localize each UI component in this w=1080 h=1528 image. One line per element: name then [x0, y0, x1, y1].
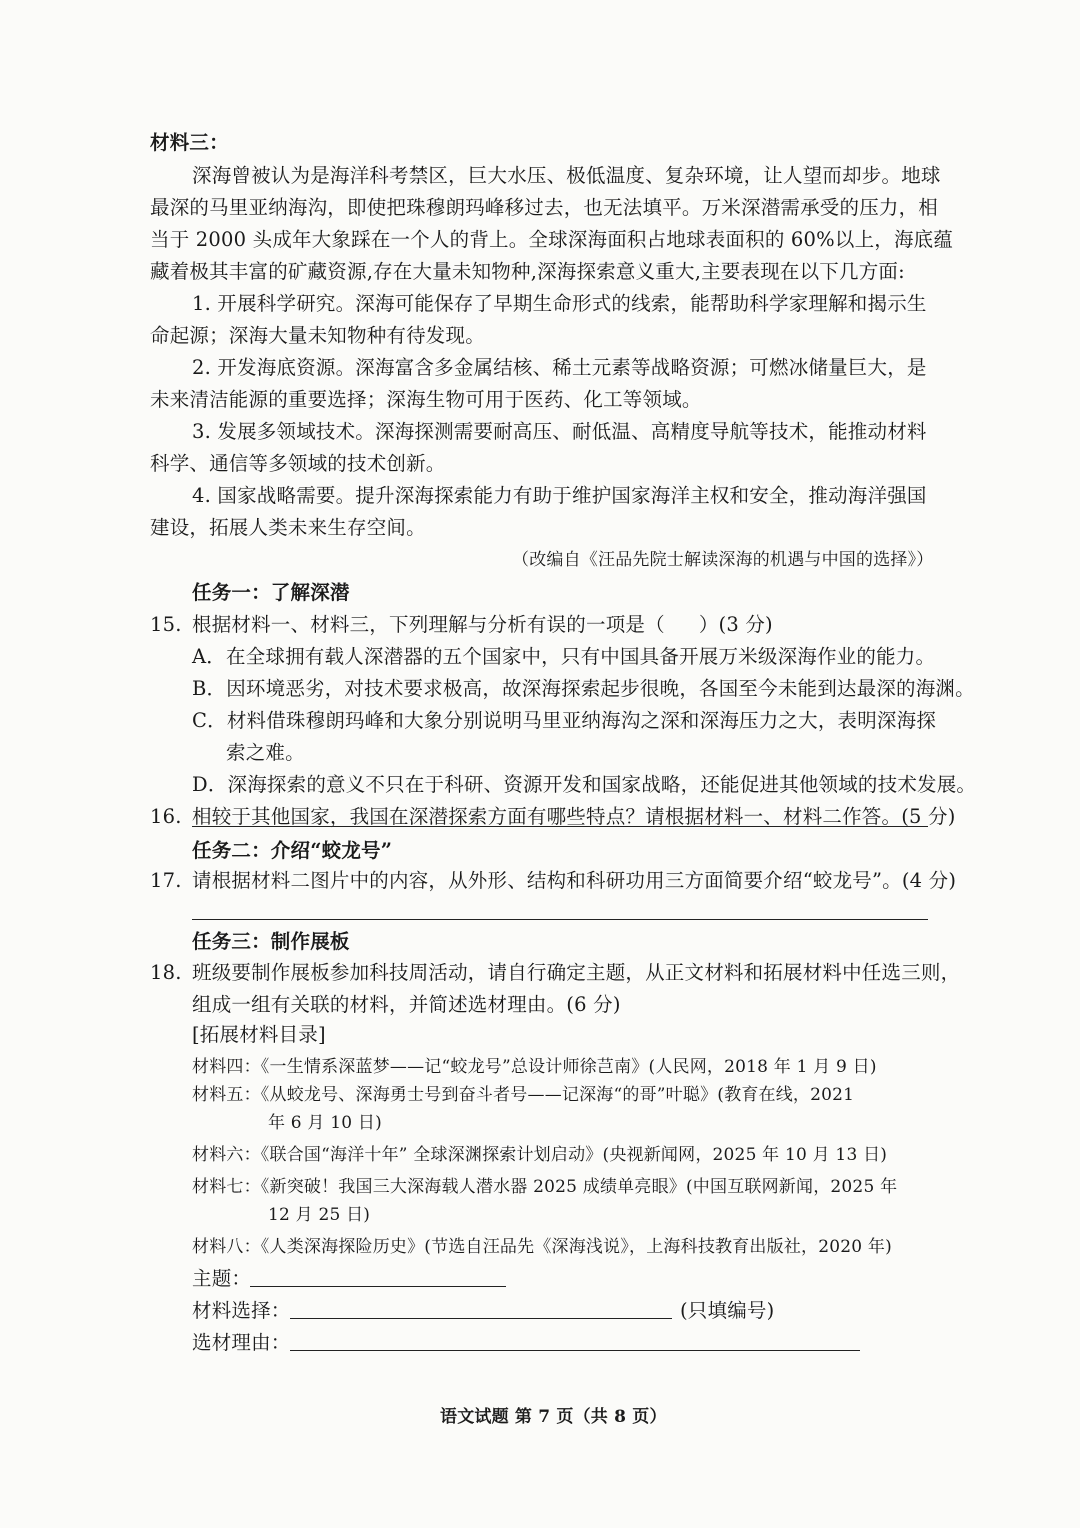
- q16-answer-line[interactable]: [192, 826, 928, 827]
- q17-number: 17.: [150, 869, 182, 892]
- q15-stem: [192, 610, 773, 640]
- q18-line: 班级要制作展板参加科技周活动，请自行确定主题，从正文材料和拓展材料中任选三则，: [192, 961, 961, 984]
- material3-line: 当于 2000 头成年大象踩在一个人的背上。全球深海面积占地球表面积的 60%以上，海底蕴: [150, 228, 954, 251]
- q15-number: 15.: [150, 613, 182, 636]
- q15-stem-text: 根据材料一、材料三，下列理解与分析有误的一项是（: [192, 613, 665, 636]
- reason-answer-line[interactable]: [290, 1350, 860, 1351]
- q15-option-d: D．深海探索的意义不只在于科研、资源开发和国家战略，还能促进其他领域的技术发展。: [192, 773, 977, 796]
- catalog-item-material4: 材料四：《一生情系深蓝梦——记“蛟龙号”总设计师徐芑南》(人民网，2018 年 1 月 9 日): [192, 1057, 877, 1077]
- material3-line: 2. 开发海底资源。深海富含多金属结核、稀土元素等战略资源；可燃冰储量巨大，是: [192, 356, 927, 379]
- material3-line: 命起源；深海大量未知物种有待发现。: [150, 324, 485, 347]
- q15-option-c: C．材料借珠穆朗玛峰和大象分别说明马里亚纳海沟之深和深海压力之大，表明深海探: [192, 709, 937, 732]
- theme-label: 主题：: [192, 1267, 252, 1290]
- material3-line: 1. 开展科学研究。深海可能保存了早期生命形式的线索，能帮助科学家理解和揭示生: [192, 292, 927, 315]
- catalog-item-material7: 材料七：《新突破！我国三大深海载人潜水器 2025 成绩单亮眼》(中国互联网新闻，2025 年: [192, 1177, 898, 1197]
- q18-catalog-heading: [拓展材料目录]: [192, 1023, 326, 1046]
- material-select-label: 材料选择：: [192, 1299, 291, 1322]
- material3-line: 深海曾被认为是海洋科考禁区，巨大水压、极低温度、复杂环境，让人望而却步。地球: [192, 164, 941, 187]
- material3-heading: 材料三：: [150, 131, 229, 154]
- material3-line: 3. 发展多领域技术。深海探测需要耐高压、耐低温、高精度导航等技术，能推动材料: [192, 420, 927, 443]
- catalog-item-material5-cont: 年 6 月 10 日): [268, 1113, 382, 1133]
- material-select-answer-line[interactable]: [290, 1318, 672, 1319]
- page-footer: 语文试题 第 7 页（共 8 页）: [440, 1407, 667, 1427]
- material3-line: 最深的马里亚纳海沟，即使把珠穆朗玛峰移过去，也无法填平。万米深潜需承受的压力，相: [150, 196, 939, 219]
- q17-answer-line[interactable]: [192, 919, 928, 920]
- q16-number: 16.: [150, 805, 182, 828]
- task2-heading: 任务二：介绍“蛟龙号”: [192, 839, 393, 862]
- material3-line: 4. 国家战略需要。提升深海探索能力有助于维护国家海洋主权和安全，推动海洋强国: [192, 484, 927, 507]
- catalog-item-material7-cont: 12 月 25 日): [268, 1205, 371, 1225]
- material3-line: 科学、通信等多领域的技术创新。: [150, 452, 446, 475]
- material3-line: 藏着极其丰富的矿藏资源,存在大量未知物种,深海探索意义重大,主要表现在以下几方面:: [150, 260, 905, 283]
- theme-answer-line[interactable]: [250, 1286, 506, 1287]
- catalog-item-material8: 材料八：《人类深海探险历史》(节选自汪品先《深海浅说》，上海科技教育出版社，2020 年): [192, 1237, 892, 1257]
- task1-heading: 任务一：了解深潜: [192, 581, 350, 604]
- material3-line: 未来清洁能源的重要选择；深海生物可用于医药、化工等领域。: [150, 388, 702, 411]
- q15-option-a: A．在全球拥有载人深潜器的五个国家中，只有中国具备开展万米级深海作业的能力。: [192, 645, 936, 668]
- material3-line: 建设，拓展人类未来生存空间。: [150, 516, 426, 539]
- q15-stem-score: ）(3 分): [698, 613, 773, 636]
- q15-option-b: B．因环境恶劣，对技术要求极高，故深海探索起步很晚，各国至今未能到达最深的海渊。: [192, 677, 975, 700]
- catalog-item-material6: 材料六：《联合国“海洋十年” 全球深渊探索计划启动》(央视新闻网，2025 年 10 月 13 日): [192, 1145, 888, 1165]
- material-select-note: (只填编号): [680, 1299, 775, 1322]
- q15-option-c-cont: 索之难。: [226, 741, 305, 764]
- q17-text: 请根据材料二图片中的内容，从外形、结构和科研功用三方面简要介绍“蛟龙号”。(4 分): [192, 869, 957, 892]
- q16-text: 相较于其他国家，我国在深潜探索方面有哪些特点？请根据材料一、材料二作答。(5 分): [192, 805, 956, 828]
- task3-heading: 任务三：制作展板: [192, 930, 350, 953]
- q18-line: 组成一组有关联的材料，并简述选材理由。(6 分): [192, 993, 621, 1016]
- reason-label: 选材理由：: [192, 1331, 291, 1354]
- q18-number: 18.: [150, 961, 182, 984]
- material3-source: （改编自《汪品先院士解读深海的机遇与中国的选择》）: [512, 550, 934, 570]
- catalog-item-material5: 材料五：《从蛟龙号、深海勇士号到奋斗者号——记深海“的哥”叶聪》(教育在线，2021: [192, 1085, 855, 1105]
